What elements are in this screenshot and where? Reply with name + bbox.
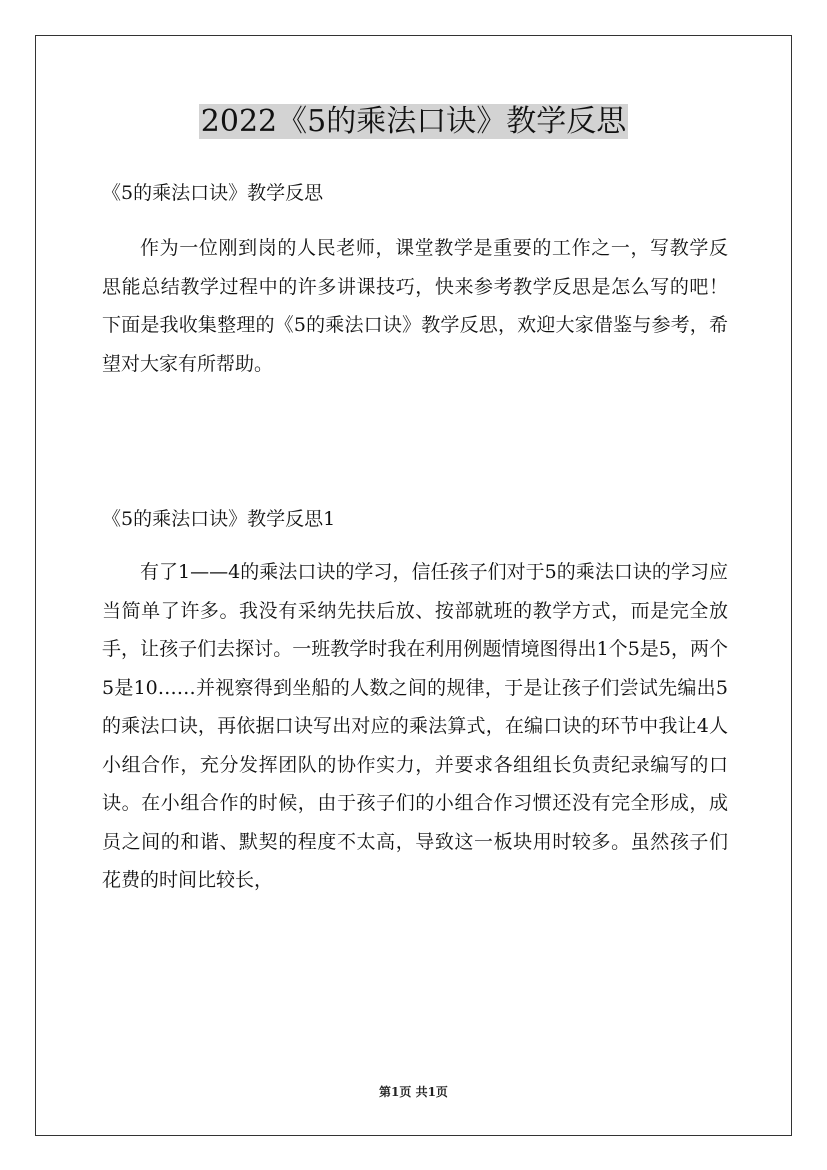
document-subtitle: 《5的乘法口诀》教学反思 <box>102 182 324 204</box>
section-heading: 《5的乘法口诀》教学反思1 <box>102 508 336 530</box>
intro-paragraph: 作为一位刚到岗的人民老师，课堂教学是重要的工作之一，写教学反思能总结教学过程中的许多讲课技巧，快来参考教学反思是怎么写的吧！下面是我收集整理的《5的乘法口诀》教学反思，欢迎大家借鉴与参考，希望对大家有所帮助。 <box>102 237 728 375</box>
document-title <box>0 100 827 144</box>
section-paragraph: 有了1——4的乘法口诀的学习，信任孩子们对于5的乘法口诀的学习应当简单了许多。我没有采纳先扶后放、按部就班的教学方式，而是完全放手，让孩子们去探讨。一班教学时我在利用例题情境图得出1个5是5，两个5是10……并视察得到坐船的人数之间的规律，于是让孩子们尝试先编出5的乘法口诀，再依据口诀写出对应的乘法算式，在编口诀的环节中我让4人小组合作，充分发挥团队的协作实力，并要求各组组长负责纪录编写的口诀。在小组合作的时候，由于孩子们的小组合作习惯还没有完全形成，成员之间的和谐、默契的程度不太高，导致这一板块用时较多。虽然孩子们花费的时间比较长， <box>102 561 728 891</box>
page-number: 第1页 共1页 <box>379 1085 448 1099</box>
document-title-text: 2022《5的乘法口诀》教学反思 <box>200 104 627 139</box>
page-footer <box>0 1084 827 1100</box>
